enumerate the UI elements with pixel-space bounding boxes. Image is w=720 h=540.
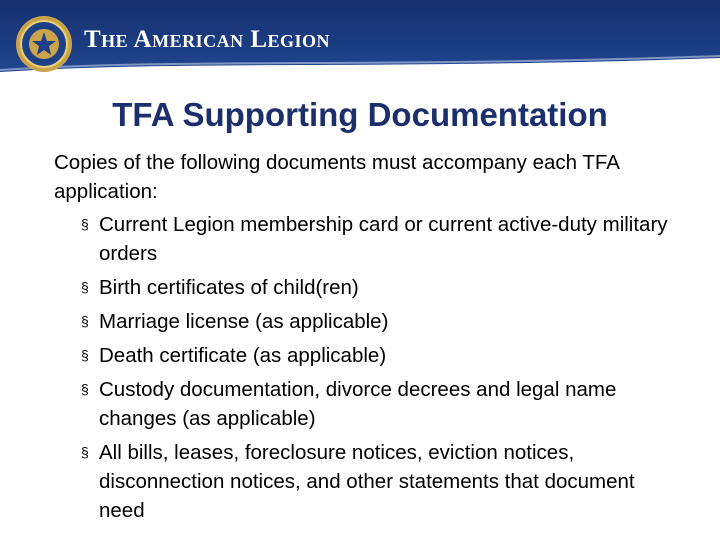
list-item — [54, 273, 684, 302]
square-bullet-icon: § — [81, 279, 89, 295]
list-item-text: Death certificate (as applicable) — [99, 344, 387, 367]
square-bullet-icon: § — [81, 216, 89, 232]
list-item-text: Custody documentation, divorce decrees and legal name changes (as applicable) — [99, 378, 617, 430]
square-bullet-icon: § — [81, 347, 89, 363]
list-item — [54, 341, 684, 370]
list-item-text: Marriage license (as applicable) — [99, 310, 389, 333]
header-banner — [0, 0, 720, 100]
square-bullet-icon: § — [81, 313, 89, 329]
intro-text: Copies of the following documents must accompany each TFA application: — [54, 151, 619, 203]
list-item-text: All bills, leases, foreclosure notices, eviction notices, disconnection notices, and other statements that document need — [99, 441, 635, 522]
square-bullet-icon: § — [81, 381, 89, 397]
slide-title: TFA Supporting Documentation — [112, 96, 608, 133]
list-item-text: Current Legion membership card or current active-duty military orders — [99, 213, 668, 265]
list-item-text: Birth certificates of child(ren) — [99, 276, 359, 299]
american-legion-emblem-icon — [14, 14, 74, 74]
brand-name: The American Legion — [84, 26, 331, 53]
list-item — [54, 307, 684, 336]
list-item — [54, 210, 684, 268]
list-item — [54, 375, 684, 433]
square-bullet-icon: § — [81, 444, 89, 460]
list-item — [54, 438, 684, 525]
document-list — [54, 210, 684, 525]
slide-body — [54, 148, 684, 530]
